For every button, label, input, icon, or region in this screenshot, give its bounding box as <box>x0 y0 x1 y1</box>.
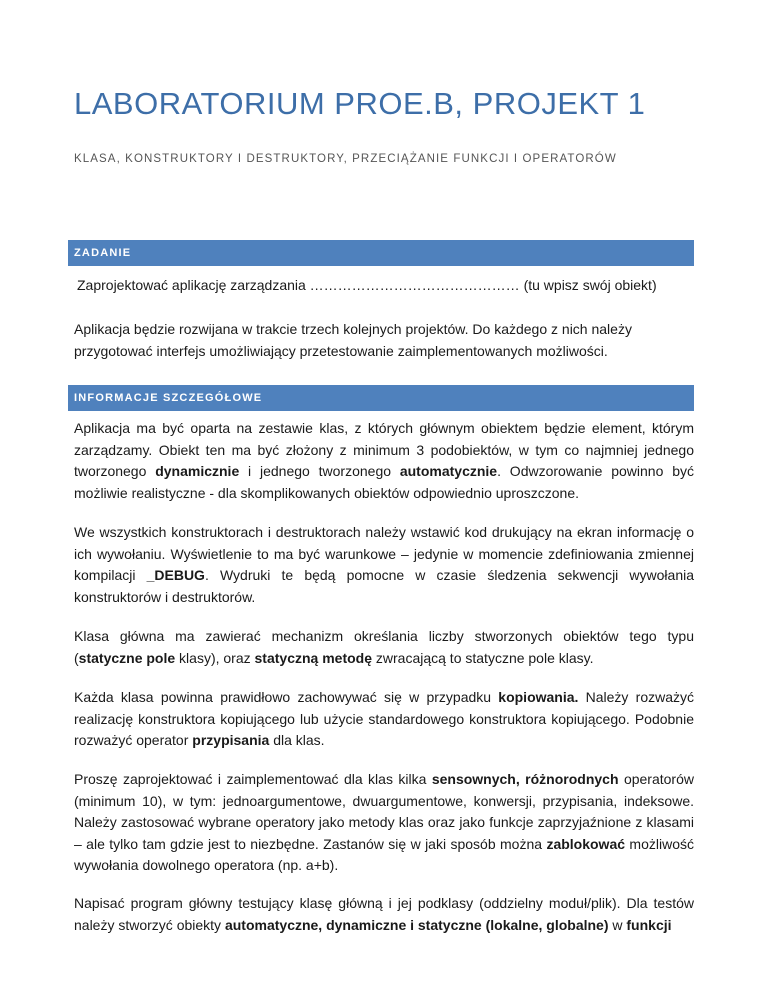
text-span: dla klas. <box>269 732 325 748</box>
task-description-text: Aplikacja będzie rozwijana w trakcie trzech kolejnych projektów. Do każdego z nich należy przygotować interfejs umożliwiający przetestowanie zaimplementowanych możliwości. <box>74 321 632 359</box>
task-description <box>74 319 694 362</box>
task-text: Zaprojektować aplikację zarządzania ……………………………………… (tu wpisz swój obiekt) <box>77 277 657 293</box>
section-header-zadanie: ZADANIE <box>68 240 694 266</box>
bold-span: sensownych, różnorodnych <box>431 771 619 787</box>
info-paragraph-5 <box>74 769 694 877</box>
task-line <box>77 275 697 297</box>
text-span: w <box>608 916 627 933</box>
text-span: Napisać program główny testujący klasę główną i jej podklasy (oddzielny moduł/plik). Dla testów należy stworzyć obiekty <box>74 895 694 933</box>
text-span: . Wydruki te będą pomocne w czasie śledzenia sekwencji wywołania konstruktorów i destruktorów. <box>74 567 694 605</box>
bold-span: kopiowania. <box>498 689 579 705</box>
text-span: Proszę zaprojektować i zaimplementować dla klas kilka <box>74 771 432 787</box>
text-span: i jednego tworzonego <box>239 463 400 479</box>
info-paragraph-3 <box>74 626 694 669</box>
info-paragraph-2 <box>74 522 694 608</box>
text-span: We wszystkich konstruktorach i destruktorach należy wstawić kod drukujący na ekran informację o ich wywołaniu. Wyświetlenie to ma być warunkowe – jedynie w momencie zdefiniowania zmiennej kompilacji <box>74 524 694 583</box>
text-span: klasy), oraz <box>175 649 255 666</box>
text-span: zwracającą to statyczne pole klasy. <box>372 649 594 666</box>
text-span: Każda klasa powinna prawidłowo zachowywać się w przypadku <box>74 689 499 705</box>
text-span: możliwość wywołania dowolnego operatora (np. a+b). <box>74 835 694 873</box>
bold-span: statyczną metodę <box>254 649 372 666</box>
info-paragraph-6 <box>74 893 694 936</box>
bold-span: automatyczne, dynamiczne i statyczne (lokalne, globalne) <box>224 916 609 933</box>
bold-span: funkcji <box>626 916 672 933</box>
bold-span: statyczne pole <box>78 649 176 666</box>
text-span: operatorów (minimum 10), w tym: jednoargumentowe, dwuargumentowe, konwersji, przypisania, indeksowe. Należy zastosować wybrane operatory jako metody klas oraz jako funkcje zaprzyjaźnione z klasami – ale tylko tam gdzie jest to niezbędne. Zastanów się w jaki sposób można <box>74 771 694 852</box>
text-span: . Odwzorowanie powinno być możliwie realistyczne - dla skomplikowanych obiektów odpowiednio uproszczone. <box>74 463 694 501</box>
document-title: LABORATORIUM PROE.B, PROJEKT 1 <box>74 86 646 121</box>
bold-span: automatycznie <box>399 463 498 479</box>
info-paragraph-4 <box>74 687 694 752</box>
info-paragraph-1 <box>74 418 694 504</box>
bold-span: _DEBUG <box>146 567 205 583</box>
text-span: Aplikacja ma być oparta na zestawie klas, z których głównym obiektem będzie element, którym zarządzamy. Obiekt ten ma być złożony z minimum 3 podobiektów, w tym co najmniej jednego tworzonego <box>74 420 694 479</box>
text-span: Klasa główna ma zawierać mechanizm określania liczby stworzonych obiektów tego typu ( <box>74 628 694 666</box>
document-subtitle: KLASA, KONSTRUKTORY I DESTRUKTORY, PRZECIĄŻANIE FUNKCJI I OPERATORÓW <box>74 153 617 165</box>
bold-span: przypisania <box>192 732 270 748</box>
text-span: Należy rozważyć realizację konstruktora kopiującego lub użycie standardowego konstruktora kopiującego. Podobnie rozważyć operator <box>74 689 694 748</box>
bold-span: dynamicznie <box>155 463 240 479</box>
section-header-informacje: INFORMACJE SZCZEGÓŁOWE <box>68 385 694 411</box>
bold-span: zablokować <box>546 835 626 852</box>
